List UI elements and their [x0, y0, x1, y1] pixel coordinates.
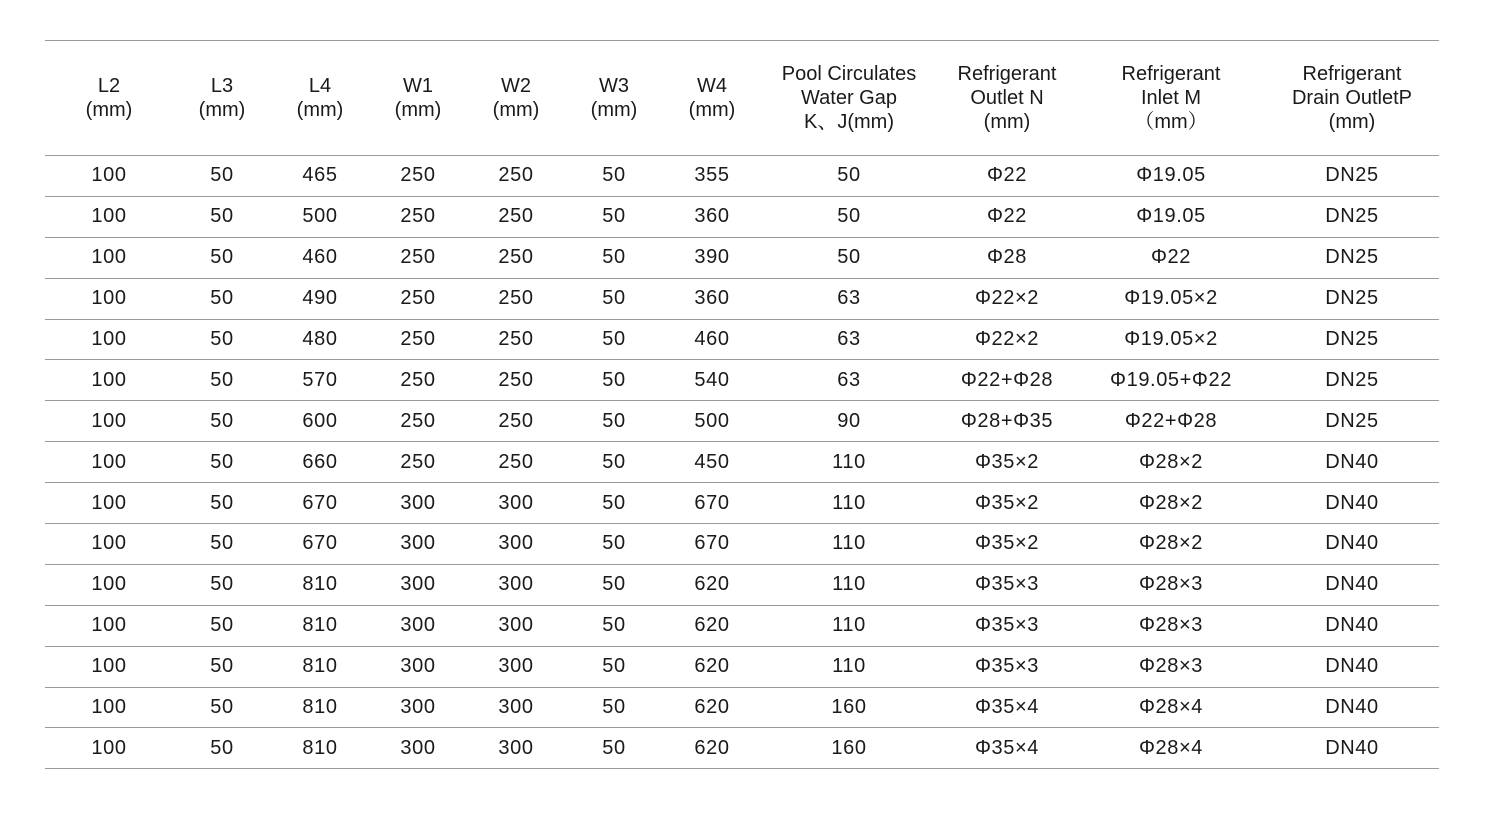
table-cell: 570	[271, 360, 369, 401]
table-cell: 50	[173, 605, 271, 646]
column-header: W3 (mm)	[565, 41, 663, 156]
table-cell: 250	[369, 237, 467, 278]
table-cell: 250	[369, 319, 467, 360]
table-cell: Φ22+Φ28	[937, 360, 1077, 401]
table-cell: 50	[173, 401, 271, 442]
table-cell: 250	[369, 196, 467, 237]
table-cell: 300	[467, 687, 565, 728]
table-cell: 810	[271, 687, 369, 728]
table-cell: 465	[271, 156, 369, 197]
table-cell: 50	[173, 156, 271, 197]
table-cell: 100	[45, 196, 173, 237]
table-cell: 620	[663, 646, 761, 687]
column-header: W2 (mm)	[467, 41, 565, 156]
table-cell: DN25	[1265, 319, 1439, 360]
table-row	[45, 687, 1439, 728]
table-cell: 620	[663, 687, 761, 728]
table-cell: 250	[467, 196, 565, 237]
table-cell: 100	[45, 687, 173, 728]
table-cell: 620	[663, 605, 761, 646]
table-cell: Φ28×3	[1077, 605, 1265, 646]
table-cell: 670	[271, 524, 369, 565]
table-cell: 90	[761, 401, 937, 442]
table-cell: 100	[45, 728, 173, 769]
table-cell: 50	[173, 237, 271, 278]
spec-table	[45, 40, 1439, 769]
table-cell: 110	[761, 524, 937, 565]
table-cell: DN40	[1265, 605, 1439, 646]
table-cell: 100	[45, 319, 173, 360]
table-cell: 250	[467, 156, 565, 197]
table-cell: 300	[369, 564, 467, 605]
table-cell: 460	[271, 237, 369, 278]
table-cell: 100	[45, 564, 173, 605]
table-cell: DN40	[1265, 564, 1439, 605]
table-cell: Φ19.05×2	[1077, 278, 1265, 319]
table-cell: 50	[173, 319, 271, 360]
table-row	[45, 278, 1439, 319]
table-cell: 300	[369, 687, 467, 728]
table-cell: 50	[565, 605, 663, 646]
table-cell: 300	[467, 605, 565, 646]
column-header: W4 (mm)	[663, 41, 761, 156]
column-header: Refrigerant Drain OutletP (mm)	[1265, 41, 1439, 156]
table-cell: 50	[173, 564, 271, 605]
table-cell: 50	[173, 442, 271, 483]
table-cell: 660	[271, 442, 369, 483]
table-cell: DN25	[1265, 360, 1439, 401]
table-row	[45, 360, 1439, 401]
table-cell: 300	[369, 483, 467, 524]
table-cell: 50	[761, 237, 937, 278]
table-cell: 50	[173, 278, 271, 319]
table-cell: 50	[173, 196, 271, 237]
table-cell: Φ22	[937, 156, 1077, 197]
table-row	[45, 156, 1439, 197]
table-cell: 50	[173, 728, 271, 769]
table-cell: 50	[173, 524, 271, 565]
table-cell: 50	[565, 237, 663, 278]
table-cell: 670	[663, 483, 761, 524]
table-cell: 670	[271, 483, 369, 524]
table-cell: 500	[663, 401, 761, 442]
table-cell: 63	[761, 360, 937, 401]
table-cell: DN25	[1265, 278, 1439, 319]
table-cell: 50	[173, 646, 271, 687]
table-cell: 360	[663, 196, 761, 237]
table-cell: 50	[173, 360, 271, 401]
table-cell: 250	[467, 401, 565, 442]
table-cell: 250	[369, 278, 467, 319]
table-cell: DN40	[1265, 646, 1439, 687]
table-cell: 600	[271, 401, 369, 442]
table-cell: 100	[45, 524, 173, 565]
table-cell: 100	[45, 156, 173, 197]
table-row	[45, 319, 1439, 360]
table-cell: 810	[271, 605, 369, 646]
table-cell: DN40	[1265, 483, 1439, 524]
table-row	[45, 196, 1439, 237]
table-cell: DN25	[1265, 196, 1439, 237]
table-cell: 50	[565, 401, 663, 442]
column-header: Refrigerant Inlet M （mm）	[1077, 41, 1265, 156]
table-cell: DN40	[1265, 524, 1439, 565]
table-cell: 300	[369, 646, 467, 687]
table-cell: 63	[761, 278, 937, 319]
column-header: L4 (mm)	[271, 41, 369, 156]
table-cell: 160	[761, 728, 937, 769]
table-cell: 100	[45, 483, 173, 524]
table-cell: 355	[663, 156, 761, 197]
table-cell: 50	[565, 728, 663, 769]
table-cell: Φ35×3	[937, 564, 1077, 605]
table-cell: 50	[565, 524, 663, 565]
table-cell: Φ19.05×2	[1077, 319, 1265, 360]
table-cell: 810	[271, 728, 369, 769]
table-cell: 250	[369, 442, 467, 483]
table-cell: 540	[663, 360, 761, 401]
table-cell: 50	[565, 646, 663, 687]
table-cell: 450	[663, 442, 761, 483]
table-cell: Φ19.05	[1077, 156, 1265, 197]
table-cell: Φ28×3	[1077, 564, 1265, 605]
table-row	[45, 237, 1439, 278]
table-cell: Φ22	[937, 196, 1077, 237]
table-cell: Φ28×4	[1077, 687, 1265, 728]
table-cell: Φ22	[1077, 237, 1265, 278]
table-cell: 390	[663, 237, 761, 278]
column-header: W1 (mm)	[369, 41, 467, 156]
table-cell: Φ19.05+Φ22	[1077, 360, 1265, 401]
table-cell: 50	[565, 156, 663, 197]
table-cell: 620	[663, 564, 761, 605]
column-header: Pool Circulates Water Gap K、J(mm)	[761, 41, 937, 156]
table-cell: 110	[761, 646, 937, 687]
table-cell: 50	[761, 196, 937, 237]
table-cell: 300	[467, 646, 565, 687]
table-row	[45, 728, 1439, 769]
table-cell: 250	[369, 360, 467, 401]
table-cell: 300	[369, 728, 467, 769]
table-cell: 160	[761, 687, 937, 728]
table-cell: 300	[467, 524, 565, 565]
table-cell: 50	[565, 564, 663, 605]
table-cell: 110	[761, 605, 937, 646]
table-cell: 810	[271, 646, 369, 687]
table-cell: 50	[565, 278, 663, 319]
table-row	[45, 483, 1439, 524]
table-cell: Φ35×3	[937, 605, 1077, 646]
table-row	[45, 646, 1439, 687]
table-cell: 50	[565, 687, 663, 728]
table-cell: 100	[45, 360, 173, 401]
table-row	[45, 401, 1439, 442]
table-cell: DN25	[1265, 156, 1439, 197]
table-cell: Φ22+Φ28	[1077, 401, 1265, 442]
table-cell: Φ35×2	[937, 524, 1077, 565]
table-cell: 63	[761, 319, 937, 360]
table-cell: DN40	[1265, 442, 1439, 483]
table-cell: Φ35×3	[937, 646, 1077, 687]
table-cell: 50	[565, 360, 663, 401]
table-cell: 300	[467, 728, 565, 769]
table-cell: Φ28×2	[1077, 483, 1265, 524]
column-header: Refrigerant Outlet N (mm)	[937, 41, 1077, 156]
table-cell: 250	[369, 156, 467, 197]
table-cell: Φ35×2	[937, 483, 1077, 524]
table-cell: 480	[271, 319, 369, 360]
table-cell: DN40	[1265, 687, 1439, 728]
table-cell: 250	[467, 360, 565, 401]
table-cell: 250	[369, 401, 467, 442]
column-header: L3 (mm)	[173, 41, 271, 156]
table-row	[45, 442, 1439, 483]
table-cell: Φ19.05	[1077, 196, 1265, 237]
table-cell: 50	[565, 319, 663, 360]
table-cell: 50	[565, 442, 663, 483]
table-cell: 100	[45, 605, 173, 646]
table-cell: Φ28×2	[1077, 442, 1265, 483]
table-body	[45, 156, 1439, 769]
table-cell: 250	[467, 442, 565, 483]
table-cell: DN40	[1265, 728, 1439, 769]
table-cell: Φ28×3	[1077, 646, 1265, 687]
table-cell: Φ28+Φ35	[937, 401, 1077, 442]
table-cell: 460	[663, 319, 761, 360]
table-cell: 500	[271, 196, 369, 237]
table-cell: 620	[663, 728, 761, 769]
table-row	[45, 605, 1439, 646]
table-cell: 50	[173, 687, 271, 728]
table-cell: 250	[467, 319, 565, 360]
table-cell: 50	[173, 483, 271, 524]
table-cell: 100	[45, 278, 173, 319]
table-row	[45, 564, 1439, 605]
table-cell: Φ35×4	[937, 728, 1077, 769]
table-cell: DN25	[1265, 237, 1439, 278]
table-cell: 100	[45, 401, 173, 442]
header-row	[45, 41, 1439, 156]
table-cell: 110	[761, 442, 937, 483]
table-cell: 50	[761, 156, 937, 197]
table-header	[45, 41, 1439, 156]
table-cell: 300	[369, 605, 467, 646]
spec-table-container	[45, 40, 1439, 769]
table-cell: Φ35×2	[937, 442, 1077, 483]
table-row	[45, 524, 1439, 565]
table-cell: 50	[565, 196, 663, 237]
table-cell: Φ22×2	[937, 278, 1077, 319]
table-cell: DN25	[1265, 401, 1439, 442]
table-cell: 360	[663, 278, 761, 319]
table-cell: 300	[369, 524, 467, 565]
table-cell: 250	[467, 278, 565, 319]
table-cell: 100	[45, 237, 173, 278]
table-cell: 110	[761, 483, 937, 524]
table-cell: 50	[565, 483, 663, 524]
table-cell: Φ22×2	[937, 319, 1077, 360]
table-cell: 810	[271, 564, 369, 605]
table-cell: 300	[467, 483, 565, 524]
table-cell: Φ35×4	[937, 687, 1077, 728]
column-header: L2 (mm)	[45, 41, 173, 156]
table-cell: 100	[45, 646, 173, 687]
table-cell: 100	[45, 442, 173, 483]
table-cell: 110	[761, 564, 937, 605]
table-cell: 300	[467, 564, 565, 605]
table-cell: Φ28×4	[1077, 728, 1265, 769]
table-cell: Φ28	[937, 237, 1077, 278]
table-cell: 490	[271, 278, 369, 319]
table-cell: 670	[663, 524, 761, 565]
table-cell: 250	[467, 237, 565, 278]
table-cell: Φ28×2	[1077, 524, 1265, 565]
